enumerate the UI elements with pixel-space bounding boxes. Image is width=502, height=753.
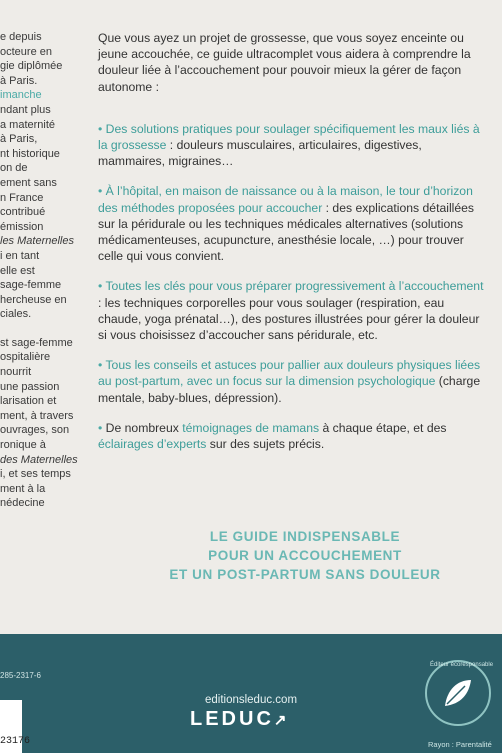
bio-line: ronique à xyxy=(0,439,46,452)
tagline: LE GUIDE INDISPENSABLE POUR UN ACCOUCHEMENT ET UN POST-PARTUM SANS DOULEUR xyxy=(169,529,441,582)
bio-line: ement sans xyxy=(0,176,57,189)
bio-line: ment à la xyxy=(0,482,46,495)
bio-line: gie diplômée xyxy=(0,60,63,73)
leaf-icon xyxy=(441,676,475,710)
isbn-text: 285-2317-6 xyxy=(0,671,41,680)
bio-line: contribué xyxy=(0,206,46,219)
bio-line: elle est xyxy=(0,264,35,277)
bullet-item: • À l’hôpital, en maison de naissance ou à la maison, le tour d’horizon des méthodes proposées pour accoucher : des explications détaillées sur la péridurale ou les techniques médicales alternatives (solutions médicamenteuses, acupuncture, anesthésie locale, …) pour trouver celle qui vous convient. xyxy=(98,184,475,264)
bullet-item: • De nombreux témoignages de mamans à chaque étape, et des éclairages d’experts sur des sujets précis. xyxy=(98,420,447,452)
bio-line: des Maternelles xyxy=(0,453,78,466)
bio-line: on de xyxy=(0,162,28,175)
bullet-item: • Tous les conseils et astuces pour pallier aux douleurs physiques liées au post-partum, avec un focus sur la dimension psychologique (charge mentale, baby-blues, dépression). xyxy=(98,358,481,405)
bullet-item: • Des solutions pratiques pour soulager spécifiquement les maux liés à la grossesse : douleurs musculaires, articulaires, digestives, mammaires, migraines… xyxy=(98,121,480,169)
intro-paragraph: Que vous ayez un projet de grossesse, que vous soyez enceinte ou jeune accouchée, ce guide ultracomplet vous aidera à comprendre la douleur liée à l’accouchement pour pouvoir mieux la gérer de façon autonome : xyxy=(98,31,471,94)
bio-line: ment, à travers xyxy=(0,409,74,422)
bio-line: e depuis xyxy=(0,31,42,43)
bio-line: hercheuse en xyxy=(0,293,67,306)
bio-line: nédecine xyxy=(0,497,45,510)
bio-line: les Maternelles xyxy=(0,235,74,248)
bio-line: larisation et xyxy=(0,395,57,408)
arrow-icon: ↗ xyxy=(273,712,290,729)
website-link[interactable]: editionsleduc.com xyxy=(204,694,298,706)
eco-badge xyxy=(425,660,494,726)
badge-text: Éditeur écoresponsable xyxy=(430,662,494,668)
bio-line: i en tant xyxy=(0,249,40,262)
bio-line: octeure en xyxy=(0,45,52,58)
bullet-item: • Toutes les clés pour vous préparer progressivement à l’accouchement : les techniques corporelles pour vous soulager (respiration, eau chaude, yoga prénatal…), des postures illustrées pour gérer la douleur si vous choisissez d’accoucher sans péridurale, etc. xyxy=(98,279,484,343)
bio-line: émission xyxy=(0,220,44,233)
bio-line: à Paris, xyxy=(0,133,38,146)
bio-line: a maternité xyxy=(0,118,56,131)
barcode xyxy=(0,700,31,753)
bio-line: ndant plus xyxy=(0,103,51,116)
back-cover-text xyxy=(98,30,488,466)
bio-line: imanche xyxy=(0,89,42,102)
bio-line: ciales. xyxy=(0,308,32,321)
publisher-logo: LEDUC↗ xyxy=(190,708,290,730)
shelf-label: Rayon : Parentalité xyxy=(428,740,492,749)
bio-line: une passion xyxy=(0,380,60,393)
bio-line: ouvrages, son xyxy=(0,424,70,437)
bio-line: n France xyxy=(0,191,44,204)
bio-line: nt historique xyxy=(0,147,60,160)
bio-line: nourrit xyxy=(0,366,32,379)
bio-line: st sage-femme xyxy=(0,336,73,349)
bio-line: ospitalière xyxy=(0,351,51,364)
bio-line: sage-femme xyxy=(0,279,62,292)
bio-line: à Paris. xyxy=(0,74,38,87)
bio-line xyxy=(0,322,80,336)
bio-line: i, et ses temps xyxy=(0,468,71,481)
barcode-number: 23176 xyxy=(0,736,31,747)
left-column-author-bio xyxy=(0,30,80,511)
